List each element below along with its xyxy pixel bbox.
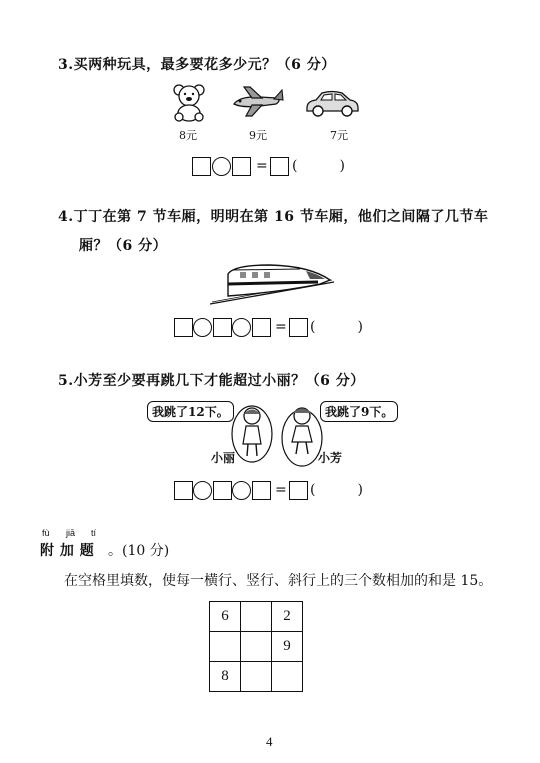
- answer-box[interactable]: [252, 481, 271, 500]
- car-icon: [304, 88, 360, 118]
- answer-box[interactable]: [174, 481, 193, 500]
- operator-circle[interactable]: [232, 318, 251, 337]
- equals-sign: =: [275, 482, 287, 498]
- grid-cell[interactable]: [241, 662, 272, 692]
- teddy-bear-icon: [170, 82, 208, 122]
- answer-box[interactable]: [289, 481, 308, 500]
- answer-box[interactable]: [213, 481, 232, 500]
- girl-jump-rope-icon: [228, 402, 276, 464]
- answer-box[interactable]: [252, 318, 271, 337]
- bear-price: 8元: [179, 129, 197, 142]
- car-price: 7元: [330, 129, 348, 142]
- extra-heading: 附 加 题: [40, 543, 95, 559]
- airplane-icon: [230, 84, 284, 120]
- airplane-price: 9元: [249, 129, 267, 142]
- equals-sign: =: [275, 319, 287, 335]
- pinyin-jia: jiā: [66, 528, 76, 538]
- answer-box[interactable]: [174, 318, 193, 337]
- xiaofang-speech-bubble: 我跳了9下。: [320, 401, 398, 422]
- operator-circle[interactable]: [232, 481, 251, 500]
- answer-box[interactable]: [270, 157, 289, 176]
- pinyin-fu: fù: [42, 528, 50, 538]
- q5-title: 5.小芳至少要再跳几下才能超过小丽？（6 分）: [58, 373, 365, 389]
- operator-circle[interactable]: [193, 318, 212, 337]
- extra-score: 。(10 分): [108, 543, 170, 559]
- grid-cell[interactable]: 6: [210, 602, 241, 632]
- equals-sign: =: [256, 158, 268, 174]
- grid-cell[interactable]: 9: [272, 632, 303, 662]
- xiaoli-speech-bubble: 我跳了12下。: [147, 401, 234, 422]
- answer-box[interactable]: [289, 318, 308, 337]
- xiaofang-name: 小芳: [318, 451, 343, 465]
- magic-square-grid: [209, 601, 303, 692]
- operator-circle[interactable]: [212, 157, 231, 176]
- grid-cell[interactable]: [241, 602, 272, 632]
- grid-cell[interactable]: [272, 662, 303, 692]
- extra-instruction: 在空格里填数，使每一横行、竖行、斜行上的三个数相加的和是 15。: [64, 573, 493, 589]
- answer-box[interactable]: [232, 157, 251, 176]
- answer-box[interactable]: [192, 157, 211, 176]
- grid-cell[interactable]: [210, 632, 241, 662]
- pinyin-ti: tí: [91, 528, 97, 538]
- operator-circle[interactable]: [193, 481, 212, 500]
- unit-paren: ( ): [292, 158, 345, 174]
- unit-paren: ( ): [310, 482, 363, 498]
- train-icon: [210, 260, 334, 306]
- page-number: 4: [266, 734, 273, 749]
- q4-title-line2: 厢？（6 分）: [79, 238, 168, 254]
- answer-box[interactable]: [213, 318, 232, 337]
- grid-cell[interactable]: 2: [272, 602, 303, 632]
- q3-title: 3.买两种玩具，最多要花多少元？（6 分）: [58, 57, 336, 73]
- q4-title-line1: 4.丁丁在第 7 节车厢，明明在第 16 节车厢，他们之间隔了几节车: [58, 209, 489, 225]
- grid-cell[interactable]: [241, 632, 272, 662]
- xiaoli-name: 小丽: [211, 451, 236, 465]
- unit-paren: ( ): [310, 319, 363, 335]
- grid-cell[interactable]: 8: [210, 662, 241, 692]
